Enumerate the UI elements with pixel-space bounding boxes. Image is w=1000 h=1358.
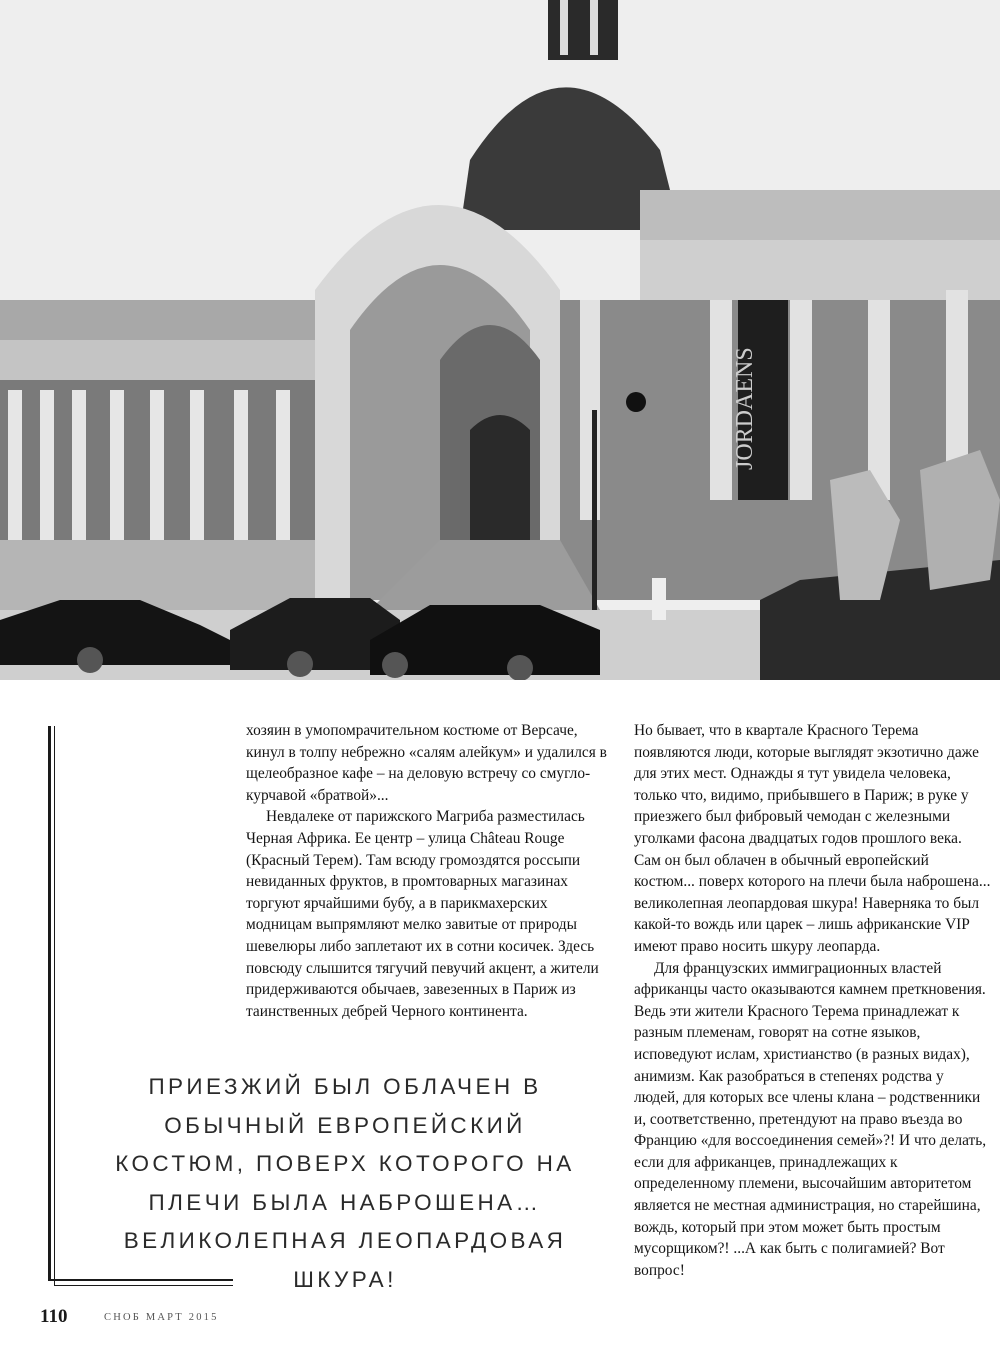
article-paragraph: Но бывает, что в квартале Красного Терема появляются люди, которые выглядят экзотично даже для этих мест. Однажды я тут увидела человека, только что, видимо, прибывшего в Париж; в руке у приезжего был фибровый чемодан с железными уголками фасона двадцатых годов прошлого века. Сам он был облачен в обычный европейский костюм... поверх которого на плечи была наброшена... великолепная леопардовая шкура! Наверняка то был какой-то вождь или царек – лишь африканские VIP имеют право носить шкуру леопарда. xyxy=(634,722,991,955)
page-number: 110 xyxy=(40,1306,68,1327)
pull-quote: ПРИЕЗЖИЙ БЫЛ ОБЛАЧЕН В ОБЫЧНЫЙ ЕВРОПЕЙСКИЙ КОСТЮМ, ПОВЕРХ КОТОРОГО НА ПЛЕЧИ БЫЛА НАБРОШЕНА… ВЕЛИКОЛЕПНАЯ ЛЕОПАРДОВАЯ ШКУРА! xyxy=(115,1074,575,1292)
article-column-right xyxy=(634,720,992,1281)
article-column-middle xyxy=(246,720,608,1022)
article-paragraph: Невдалеке от парижского Магриба разместилась Черная Африка. Ее центр – улица Château Rouge (Красный Терем). Там всюду громоздятся россыпи невиданных фруктов, в промтоварных магазинах торгуют ярчайшими бубу, а в парикмахерских модницам выпрямляют мелко завитые от природы шевелюры либо заплетают их в сотни косичек. Здесь повсюду слышится тягучий певучий акцент, а жители придерживаются обычаев, завезенных в Париж из таинственных дебрей Черного континента. xyxy=(246,808,599,1020)
running-title: СНОБ МАРТ 2015 xyxy=(104,1312,219,1323)
article-paragraph: Для французских иммиграционных властей африканцы часто оказываются камнем преткновения. Ведь эти жители Красного Терема принадлежат к разным племенам, говорят на сотне языков, исповедуют ислам, христианство (в разных видах), анимизм. Как разобраться в степенях родства у людей, для которых все члены клана – родственники и, соответственно, претендуют на право въезда во Францию «для воссоединения семей»?! И что делать, если для африканцев, принадлежащих к определенному племени, высочайшим авторитетом является не местная администрация, но старейшина, вождь, который при этом может быть простым мусорщиком?! ...А как быть с полигамией? Вот вопрос! xyxy=(634,959,987,1279)
banner-text: JORDAENS xyxy=(732,347,758,470)
article-paragraph: хозяин в умопомрачительном костюме от Версаче, кинул в толпу небрежно «салям алейкум» и удалился в щелеобразное кафе – на деловую встречу со смугло-курчавой «братвой»... xyxy=(246,722,607,804)
